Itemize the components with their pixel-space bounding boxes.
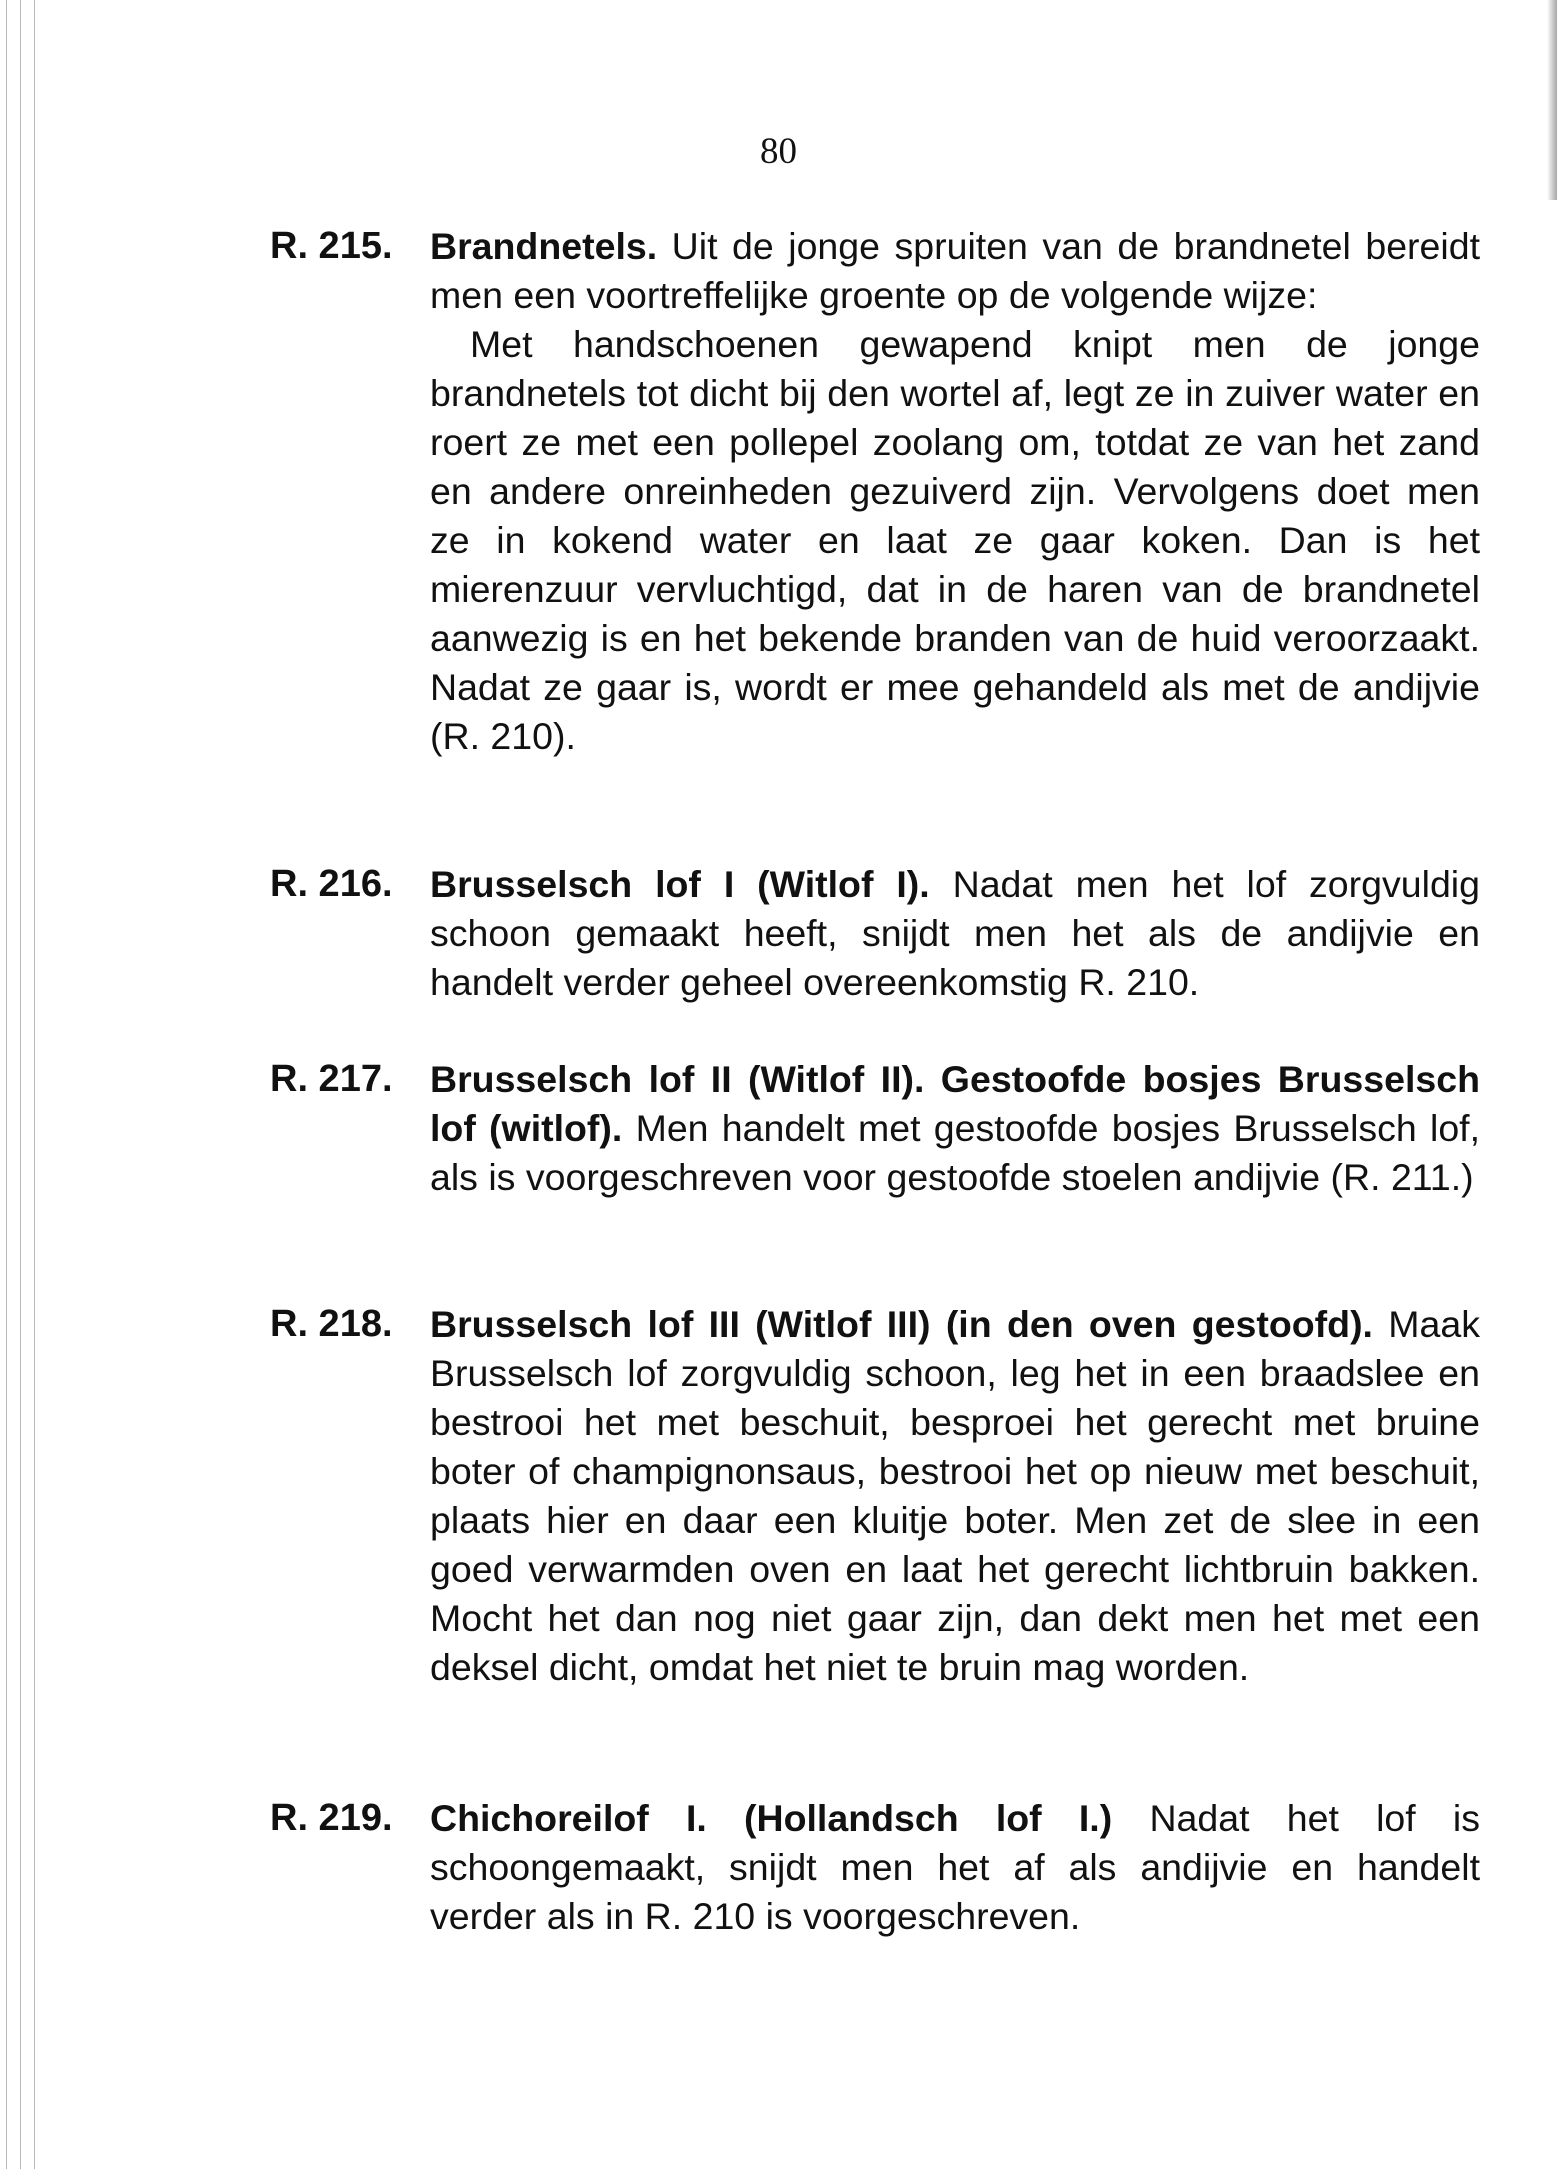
recipe-number: R. 219.	[270, 1797, 393, 1839]
recipe-number: R. 215.	[270, 225, 393, 267]
recipe-number: R. 217.	[270, 1058, 393, 1100]
recipe-title: Brandnetels.	[430, 225, 658, 267]
recipe-intro	[430, 222, 1480, 320]
recipe-body	[430, 222, 1480, 761]
recipe-title: Brusselsch lof III (Witlof III) (in den oven gestoofd).	[430, 1303, 1373, 1345]
recipe-body	[430, 1794, 1480, 1941]
binding-edge-left	[0, 0, 38, 2169]
recipe-paragraph: Met handschoenen gewapend knipt men de jonge brandnetels tot dicht bij den wortel af, legt ze in zuiver water en roert ze met een pollepel zoolang om, totdat ze van het zand en andere onreinheden gezuiverd zijn. Vervolgens doet men ze in kokend water en laat ze gaar koken. Dan is het mierenzuur vervluchtigd, dat in de haren van de brandnetel aanwezig is en het bekende branden van de huid veroorzaakt. Nadat ze gaar is, wordt er mee gehandeld als met de andijvie (R. 210).	[430, 323, 1480, 757]
recipe-title: Brusselsch lof I (Witlof I).	[430, 863, 930, 905]
recipe-number: R. 218.	[270, 1303, 393, 1345]
recipe-body	[430, 860, 1480, 1007]
recipe-title: Chichoreilof I. (Hollandsch lof I.)	[430, 1797, 1113, 1839]
recipe-text: Nadat men het lof zorgvuldig schoon gemaakt heeft, snijdt men het als de andijvie en handelt verder geheel overeenkomstig R. 210.	[430, 863, 1480, 1003]
recipe-text: Nadat het lof is schoongemaakt, snijdt men het af als andijvie en handelt verder als in R. 210 is voorgeschreven.	[430, 1797, 1481, 1937]
recipe-body	[430, 1055, 1480, 1202]
recipe-number: R. 216.	[270, 863, 393, 905]
recipe-title: Brusselsch lof II (Witlof II). Gestoofde bosjes Brusselsch lof (witlof).	[430, 1058, 1480, 1149]
recipe-text: Maak Brusselsch lof zorgvuldig schoon, leg het in een braadslee en bestrooi het met beschuit, besproei het gerecht met bruine boter of champignonsaus, bestrooi het op nieuw met beschuit, plaats hier en daar een kluitje boter. Men zet de slee in een goed verwarmden oven en laat het gerecht lichtbruin bakken. Mocht het dan nog niet gaar zijn, dan dekt men het met een deksel dicht, omdat het niet te bruin mag worden.	[430, 1303, 1480, 1688]
page-number: 80	[760, 131, 797, 172]
recipe-intro-text: Uit de jonge spruiten van de brandnetel bereidt men een voortreffelijke groente op de volgende wijze:	[430, 225, 1481, 316]
recipe-body	[430, 1300, 1480, 1692]
recipe-text: Men handelt met gestoofde bosjes Brusselsch lof, als is voorgeschreven voor gestoofde stoelen andijvie (R. 211.)	[430, 1107, 1481, 1198]
